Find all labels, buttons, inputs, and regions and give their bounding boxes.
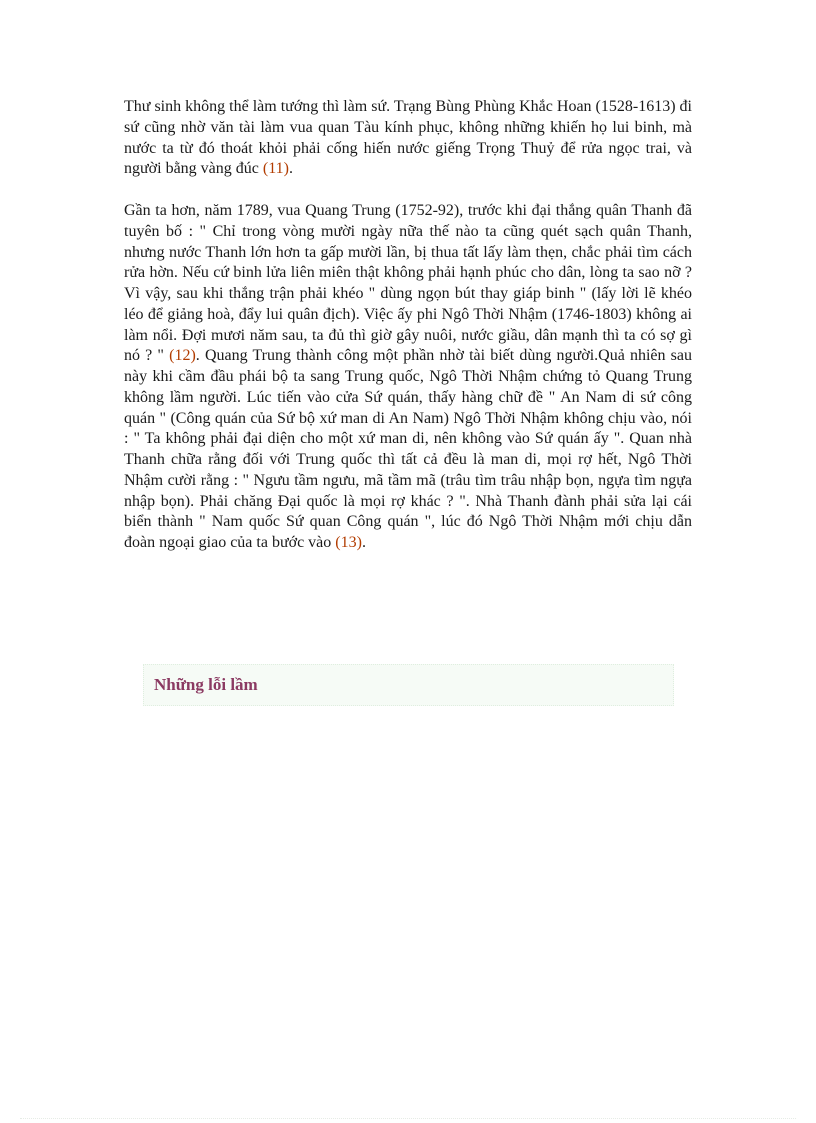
section-title: Những lỗi lầm [154, 675, 258, 694]
section-heading-box [143, 664, 674, 706]
text-run: Thư sinh không thể làm tướng thì làm sứ. Trạng Bùng Phùng Khắc Hoan (1528-1613) đi sứ cũng nhờ văn tài làm vua quan Tàu kính phục, không những khiến họ lui binh, mà nước ta từ đó thoát khỏi phải cống hiến nước giếng Trọng Thuỷ để rửa ngọc trai, và người bằng vàng đúc [124, 98, 692, 178]
text-run: . [288, 160, 293, 178]
paragraph [124, 201, 692, 554]
footnote-reference-11[interactable]: (11) [262, 160, 289, 178]
footnote-reference-13[interactable]: (13) [335, 534, 362, 551]
page-bottom-divider [20, 1118, 796, 1119]
text-run: . [361, 534, 366, 551]
text-run: Gần ta hơn, năm 1789, vua Quang Trung (1752-92), trước khi đại thắng quân Thanh đã tuyên bố : " Chỉ trong vòng mười ngày nữa thế nào ta cũng quét sạch quân Thanh, nhưng nước Thanh lớn hơn ta gấp mười lần, bị thua tất lấy làm thẹn, chắc phải tìm cách rửa hờn. Nếu cứ binh lửa liên miên thật không phải hạnh phúc cho dân, lòng ta sao nỡ ? Vì vậy, sau khi thắng trận phải khéo " dùng ngọn bút thay giáp binh " (lấy lời lẽ khéo léo để giảng hoà, đẩy lui quân địch). Việc ấy phi Ngô Thời Nhậm (1746-1803) không ai làm nổi. Đợi mươi năm sau, ta đủ thì giờ gây nuôi, nước giầu, dân mạnh thì ta có sợ gì nó ? " [124, 202, 692, 365]
text-run: . Quang Trung thành công một phần nhờ tài biết dùng người.Quả nhiên sau này khi cầm đầu phái bộ ta sang Trung quốc, Ngô Thời Nhậm chứng tỏ Quang Trung không lầm người. Lúc tiến vào cửa Sứ quán, thấy hàng chữ đề " An Nam di sứ công quán " (Công quán của Sứ bộ xứ man di An Nam) Ngô Thời Nhậm không chịu vào, nói : " Ta không phải đại diện cho một xứ man di, nên không vào Sứ quán ấy ". Quan nhà Thanh chữa rằng đối với Trung quốc thì tất cả đều là man di, mọi rợ hết, Ngô Thời Nhậm cười rằng : " Ngưu tầm ngưu, mã tầm mã (trâu tìm trâu nhập bọn, ngựa tìm ngựa nhập bọn). Phải chăng Đại quốc là mọi rợ khác ? ". Nhà Thanh đành phải sửa lại cái biển thành " Nam quốc Sứ quan Công quán ", lúc đó Ngô Thời Nhậm mới chịu dẫn đoàn ngoại giao của ta bước vào [124, 347, 692, 551]
footnote-reference-12[interactable]: (12) [169, 347, 196, 365]
paragraph [124, 97, 692, 180]
